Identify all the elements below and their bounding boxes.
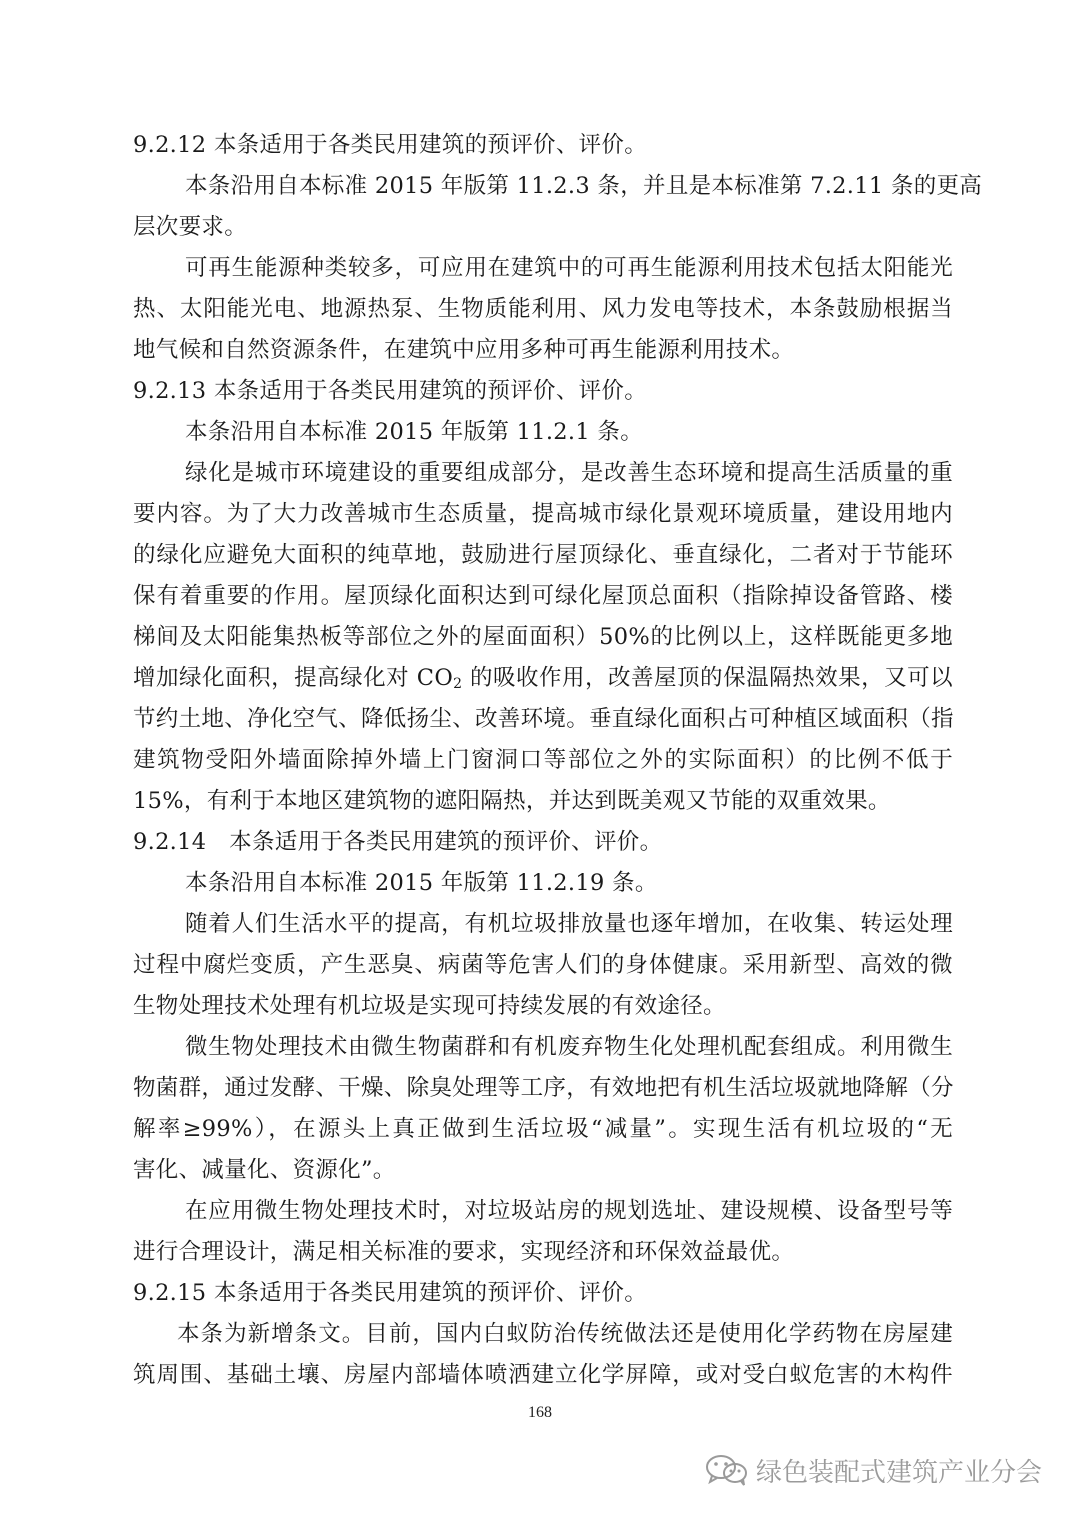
paragraph-line: 15%，有利于本地区建筑物的遮阳隔热，并达到既美观又节能的双重效果。 (133, 788, 891, 814)
text-segment: 的吸收作用，改善屋顶的保温隔热效果，又可以 (462, 665, 953, 691)
watermark-text: 绿色装配式建筑产业分会 (756, 1457, 1043, 1488)
paragraph-line: 地气候和自然资源条件，在建筑中应用多种可再生能源利用技术。 (133, 337, 795, 363)
section-heading-9-2-12: 9.2.12 本条适用于各类民用建筑的预评价、评价。 (133, 132, 648, 158)
paragraph-line: 解率≥99%），在源头上真正做到生活垃圾“减量”。实现生活有机垃圾的“无 (133, 1116, 953, 1142)
paragraph-line: 生物处理技术处理有机垃圾是实现可持续发展的有效途径。 (133, 993, 726, 1019)
section-heading-9-2-13: 9.2.13 本条适用于各类民用建筑的预评价、评价。 (133, 378, 648, 404)
paragraph-line: 本条沿用自本标准 2015 年版第 11.2.1 条。 (185, 419, 644, 445)
paragraph-line: 建筑物受阳外墙面除掉外墙上门窗洞口等部位之外的实际面积）的比例不低于 (133, 747, 953, 773)
paragraph-line: 随着人们生活水平的提高，有机垃圾排放量也逐年增加，在收集、转运处理 (185, 911, 953, 937)
paragraph-line: 本条为新增条文。目前，国内白蚁防治传统做法还是使用化学药物在房屋建 (177, 1321, 953, 1347)
paragraph-line: 微生物处理技术由微生物菌群和有机废弃物生化处理机配套组成。利用微生 (185, 1034, 953, 1060)
paragraph-line: 害化、减量化、资源化”。 (133, 1157, 396, 1183)
paragraph-line: 层次要求。 (133, 214, 248, 240)
section-heading-9-2-14: 9.2.14 本条适用于各类民用建筑的预评价、评价。 (133, 829, 663, 855)
paragraph-line-co2 (133, 658, 953, 699)
paragraph-line: 筑周围、基础土壤、房屋内部墙体喷洒建立化学屏障，或对受白蚁危害的木构件 (133, 1362, 953, 1388)
paragraph-line: 节约土地、净化空气、降低扬尘、改善环境。垂直绿化面积占可种植区域面积（指 (133, 706, 954, 732)
text-segment: 增加绿化面积，提高绿化对 CO (133, 665, 454, 691)
wechat-icon (704, 1454, 750, 1486)
watermark (704, 1452, 1042, 1488)
paragraph-line: 可再生能源种类较多，可应用在建筑中的可再生能源利用技术包括太阳能光 (185, 255, 953, 281)
paragraph-line: 保有着重要的作用。屋顶绿化面积达到可绿化屋顶总面积（指除掉设备管路、楼 (133, 583, 953, 609)
section-heading-9-2-15: 9.2.15 本条适用于各类民用建筑的预评价、评价。 (133, 1280, 648, 1306)
paragraph-line: 过程中腐烂变质，产生恶臭、病菌等危害人们的身体健康。采用新型、高效的微 (133, 952, 953, 978)
paragraph-line: 在应用微生物处理技术时，对垃圾站房的规划选址、建设规模、设备型号等 (185, 1198, 953, 1224)
paragraph-line: 热、太阳能光电、地源热泵、生物质能利用、风力发电等技术，本条鼓励根据当 (133, 296, 953, 322)
paragraph-line: 的绿化应避免大面积的纯草地，鼓励进行屋顶绿化、垂直绿化，二者对于节能环 (133, 542, 953, 568)
paragraph-line: 进行合理设计，满足相关标准的要求，实现经济和环保效益最优。 (133, 1239, 795, 1265)
paragraph-line: 本条沿用自本标准 2015 年版第 11.2.3 条，并且是本标准第 7.2.11 条的更高 (185, 173, 983, 199)
paragraph-line: 本条沿用自本标准 2015 年版第 11.2.19 条。 (185, 870, 658, 896)
page-number: 168 (528, 1404, 552, 1421)
paragraph-line: 要内容。为了大力改善城市生态质量，提高城市绿化景观环境质量，建设用地内 (133, 501, 953, 527)
paragraph-line: 物菌群，通过发酵、干燥、除臭处理等工序，有效地把有机生活垃圾就地降解（分 (133, 1075, 954, 1101)
subscript-2: 2 (453, 676, 463, 692)
paragraph-line: 梯间及太阳能集热板等部位之外的屋面面积）50%的比例以上，这样既能更多地 (133, 624, 953, 650)
body-text (133, 125, 983, 1396)
paragraph-line: 绿化是城市环境建设的重要组成部分，是改善生态环境和提高生活质量的重 (185, 460, 953, 486)
